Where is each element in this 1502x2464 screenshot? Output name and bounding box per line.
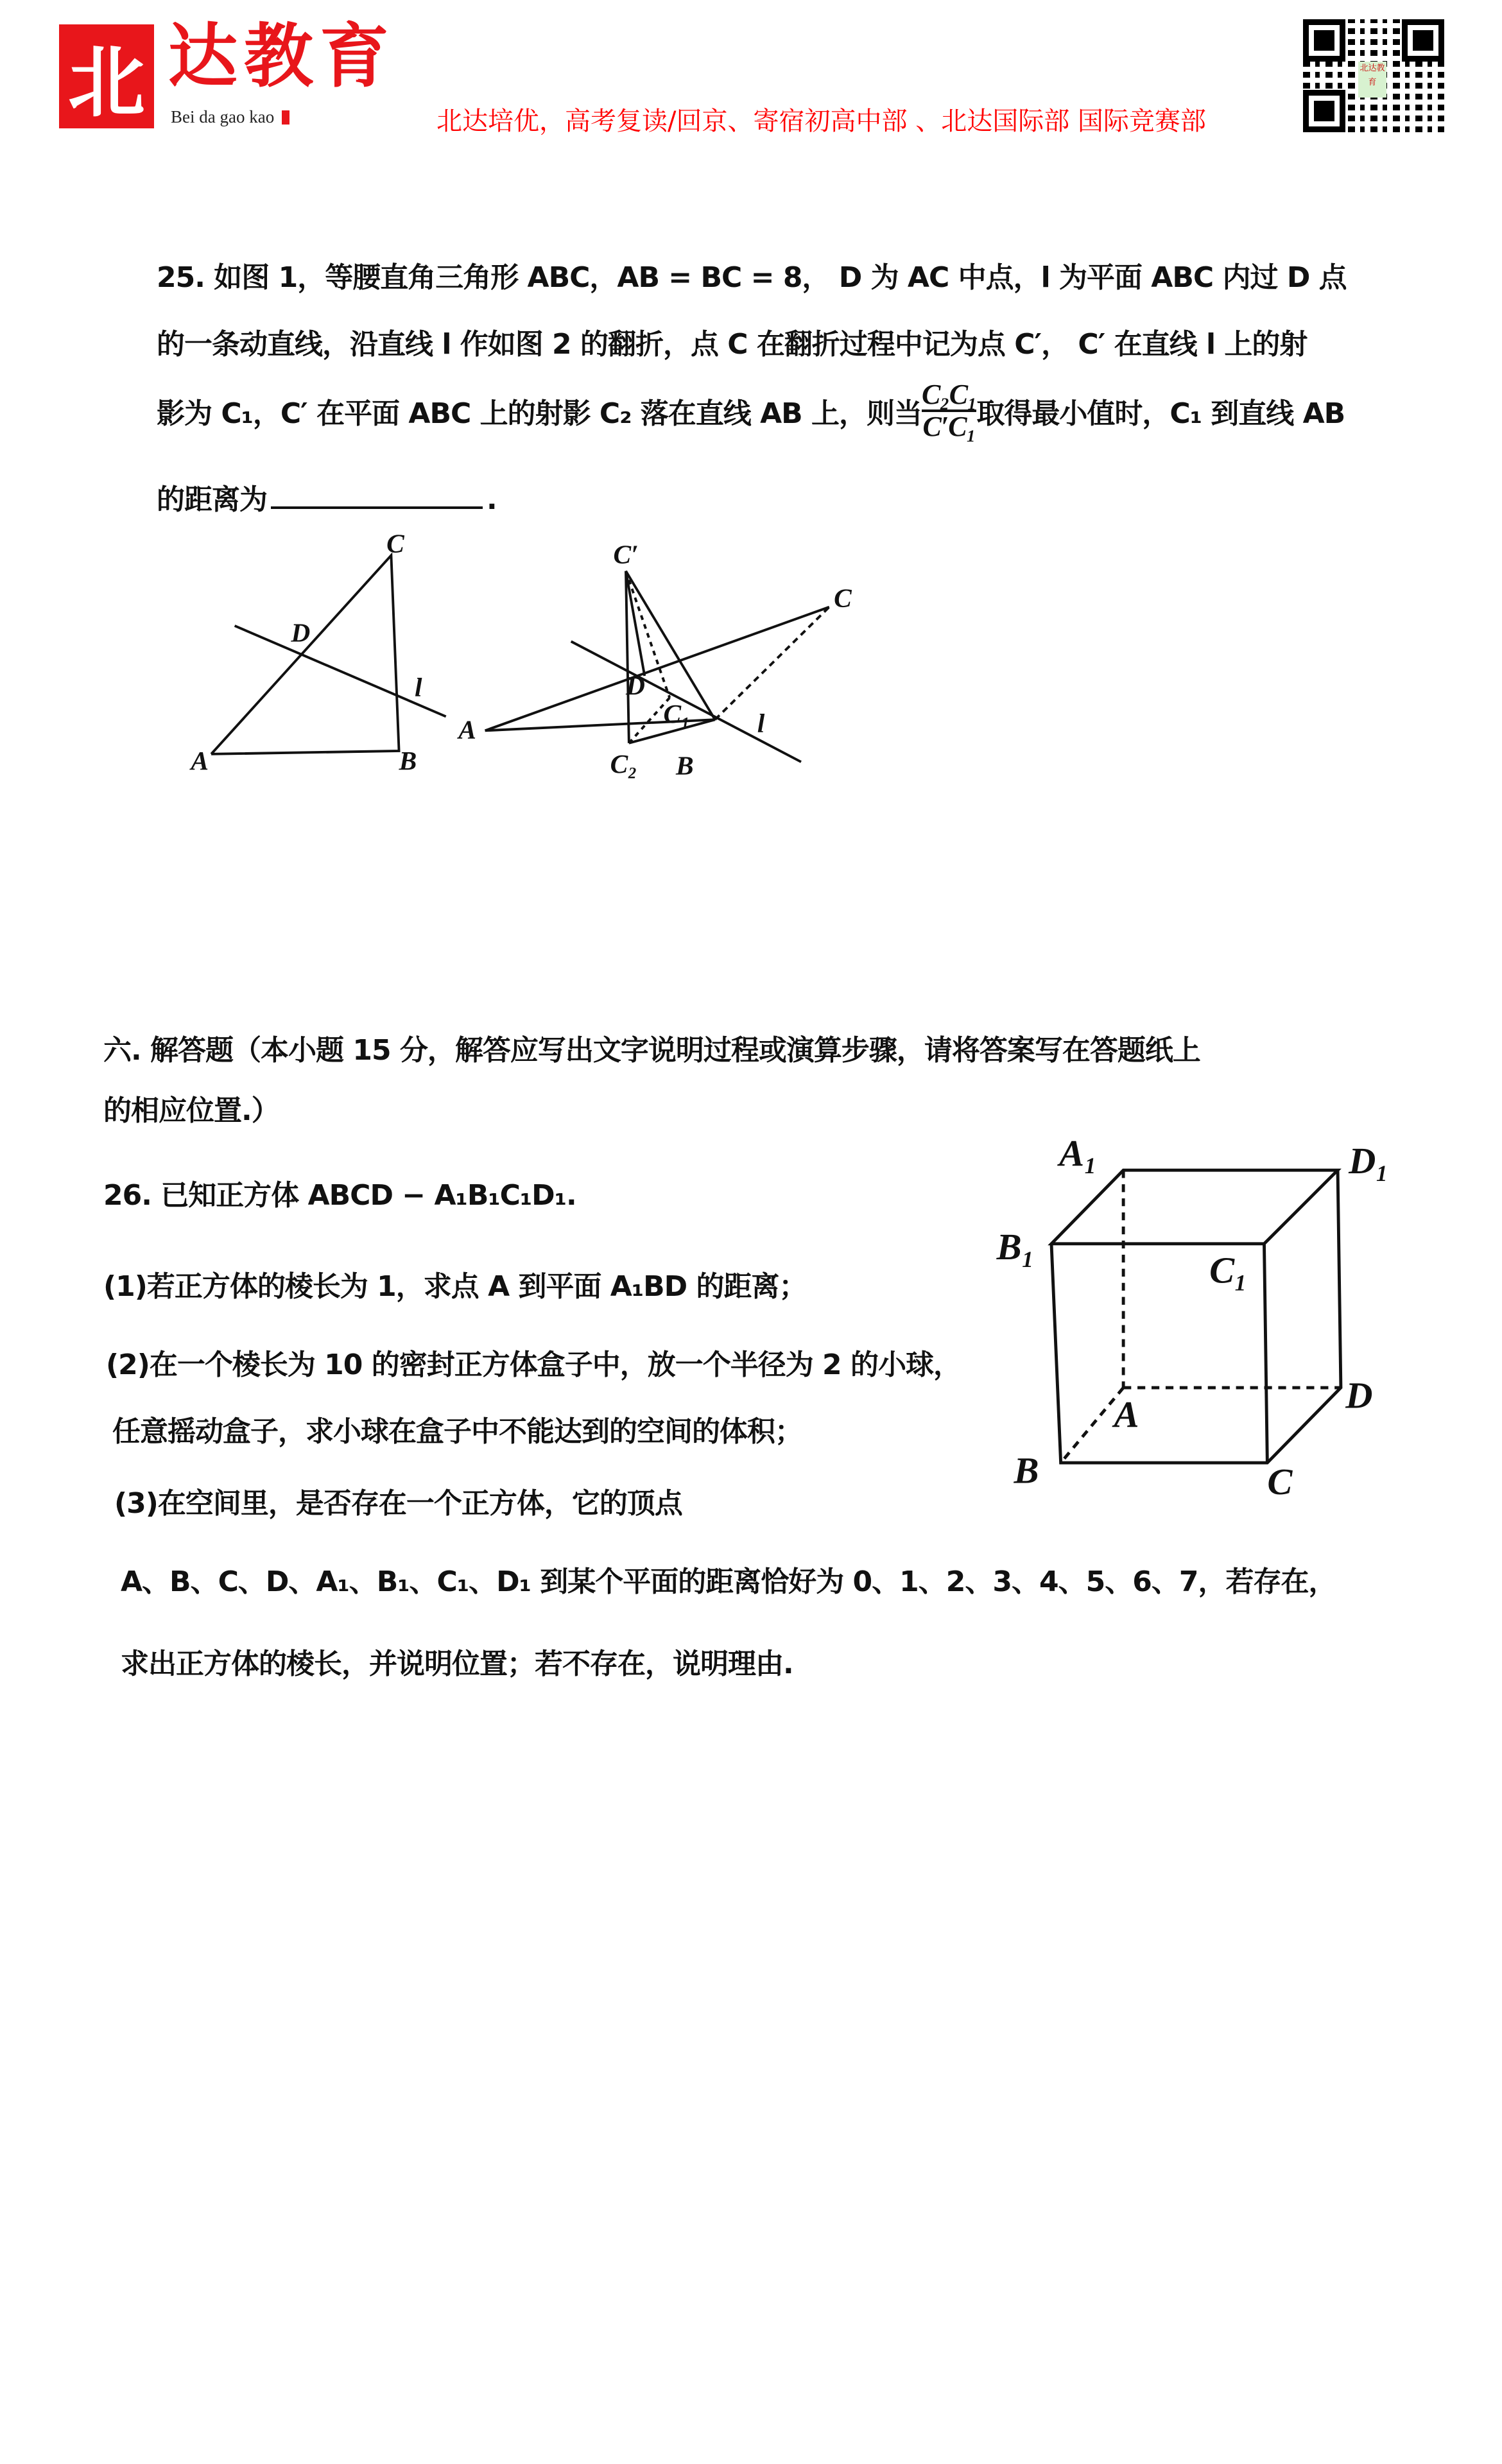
q25-line3-end: 取得最小值时，C₁ 到直线 AB bbox=[976, 397, 1345, 430]
q26-part2-cont: 任意摇动盒子，求小球在盒子中不能达到的空间的体积； bbox=[112, 1415, 802, 1448]
label-a1: A₁ bbox=[1059, 1132, 1098, 1174]
line-l bbox=[235, 626, 446, 716]
q26-part3-end: 求出正方体的棱长，并说明位置；若不存在，说明理由. bbox=[121, 1648, 793, 1680]
label-c: C bbox=[386, 528, 404, 558]
figure-2-labels bbox=[456, 539, 852, 780]
section-6-heading: 六. 解答题（本小题 15 分，解答应写出文字说明过程或演算步骤，请将答案写在答题纸上 bbox=[103, 1034, 1200, 1067]
label-c1: C₁ bbox=[663, 699, 691, 729]
qr-center-logo: 北达教育 bbox=[1358, 62, 1386, 98]
fraction-numerator: C₂C₁ bbox=[922, 380, 976, 412]
q25-line3-start: 影为 C₁，C′ 在平面 ABC 上的射影 C₂ 落在直线 AB 上，则当 bbox=[157, 397, 922, 430]
figure-1 bbox=[211, 555, 446, 754]
label-a: A bbox=[458, 714, 476, 745]
q26-part3-cont: A、B、C、D、A₁、B₁、C₁、D₁ 到某个平面的距离恰好为 0、1、2、3、4、5、6、7，若存在， bbox=[121, 1565, 1336, 1598]
label-c-prime: C′ bbox=[613, 539, 639, 569]
logo-char: 北 bbox=[68, 37, 145, 128]
label-c1: C₁ bbox=[1209, 1249, 1248, 1291]
label-c: C bbox=[1267, 1460, 1293, 1503]
label-c2: C₂ bbox=[610, 749, 637, 779]
label-c: C bbox=[834, 583, 852, 613]
q26-title: 26. 已知正方体 ABCD − A₁B₁C₁D₁. bbox=[103, 1179, 576, 1212]
q25-line4-period: . bbox=[487, 483, 497, 516]
logo-text: 达教育 bbox=[168, 16, 396, 97]
label-l: l bbox=[757, 708, 765, 738]
q25-line2: 的一条动直线，沿直线 l 作如图 2 的翻折，点 C 在翻折过程中记为点 C′， C′ 在直线 l 上的射 bbox=[157, 328, 1308, 361]
header-slogan: 北达培优，高考复读/回京、寄宿初高中部 、北达国际部 国际竞赛部 bbox=[436, 107, 1206, 136]
label-b: B bbox=[1014, 1449, 1039, 1492]
q26-part2: (2)在一个棱长为 10 的密封正方体盒子中，放一个半径为 2 的小球， bbox=[106, 1348, 961, 1381]
logo-subtitle-text: Bei da gao kao bbox=[171, 107, 275, 126]
label-d: D bbox=[291, 617, 311, 648]
label-d: D bbox=[1345, 1374, 1373, 1417]
section-6-heading-cont: 的相应位置.） bbox=[103, 1094, 279, 1127]
label-b: B bbox=[676, 750, 694, 780]
figure-2 bbox=[485, 571, 829, 762]
q25-line1: 25. 如图 1，等腰直角三角形 ABC，AB = BC = 8， D 为 AC 中点，l 为平面 ABC 内过 D 点 bbox=[157, 261, 1347, 294]
label-l: l bbox=[414, 672, 422, 702]
label-a: A bbox=[1114, 1393, 1139, 1435]
q25-line4-text: 的距离为 bbox=[157, 483, 267, 516]
fraction-denominator: C′C₁ bbox=[922, 411, 976, 442]
label-b1: B₁ bbox=[996, 1226, 1035, 1268]
label-d1: D₁ bbox=[1349, 1140, 1389, 1182]
q26-part3: (3)在空间里，是否存在一个正方体，它的顶点 bbox=[114, 1487, 682, 1520]
label-b: B bbox=[399, 746, 417, 776]
label-a: A bbox=[191, 746, 209, 776]
label-d: D bbox=[626, 671, 645, 701]
q26-part1: (1)若正方体的棱长为 1，求点 A 到平面 A₁BD 的距离； bbox=[103, 1270, 807, 1303]
cube-figure bbox=[1051, 1170, 1341, 1463]
